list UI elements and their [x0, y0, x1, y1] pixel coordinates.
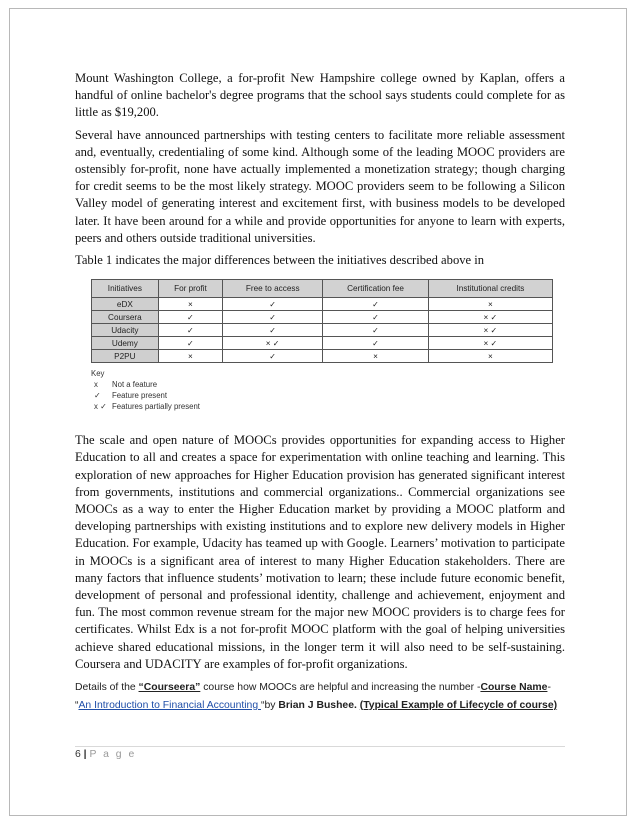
- key-item: [91, 401, 561, 412]
- table-cell: ✓: [323, 337, 429, 350]
- table-cell: ×: [428, 298, 552, 311]
- key-item: [91, 390, 561, 401]
- details-middle: course how MOOCs are helpful and increasing the number -: [200, 682, 481, 694]
- mooc-comparison-figure: [91, 279, 561, 412]
- table-cell: ✓: [323, 298, 429, 311]
- table-cell: × ✓: [428, 337, 552, 350]
- key-item: [91, 379, 561, 390]
- after-figure-section: [75, 432, 565, 714]
- table-header-cell: Certification fee: [323, 280, 429, 298]
- table-row: [92, 350, 553, 363]
- table-cell: ×: [323, 350, 429, 363]
- table-cell: ✓: [323, 324, 429, 337]
- key-label: Feature present: [112, 391, 168, 401]
- lifecycle-example: (Typical Example of Lifecycle of course): [359, 699, 558, 711]
- table-cell: eDX: [92, 298, 159, 311]
- table-cell: × ✓: [428, 324, 552, 337]
- table-row: [92, 324, 553, 337]
- table-cell: ✓: [223, 324, 323, 337]
- paragraph-kaplan: Mount Washington College, a for-profit New Hampshire college owned by Kaplan, offers a handful of online bachelor's degree programs that the school says students could complete for as little as $19,200.: [75, 71, 565, 120]
- page-footer: [75, 749, 136, 760]
- table-cell: ✓: [158, 337, 222, 350]
- details-by: “by: [261, 699, 279, 711]
- table-cell: × ✓: [428, 311, 552, 324]
- table-cell: ✓: [223, 311, 323, 324]
- table-row: [92, 337, 553, 350]
- key-label: Features partially present: [112, 402, 200, 412]
- table-header-cell: For profit: [158, 280, 222, 298]
- paragraph-table-intro: Table 1 indicates the major differences between the initiatives described above in: [75, 253, 485, 268]
- paragraph-partnerships: Several have announced partnerships with testing centers to facilitate more reliable assessment and, eventually, credentialing of some kind. Although some of the leading MOOC providers are ostensibly for-profit, none have actually implemented a monetization strategy; though charging for credit seems to be the most likely strategy. MOOC providers seem to be following a Silicon Valley model of generating interest and excitement first, with business models to be developed later. It have been around for a while and provide opportunities for anyone to learn with experts, peers and others outside traditional universities.: [75, 127, 565, 245]
- table-cell: ✓: [158, 324, 222, 337]
- document-body: [75, 70, 565, 714]
- key-symbol: ✓: [94, 391, 101, 401]
- table-cell: ✓: [223, 350, 323, 363]
- course-details: [75, 679, 565, 714]
- key-label: Not a feature: [112, 380, 158, 390]
- key-symbol: x ✓: [94, 402, 107, 412]
- table-cell: Coursera: [92, 311, 159, 324]
- footer-separator: |: [83, 749, 87, 760]
- table-cell: Udacity: [92, 324, 159, 337]
- table-header-cell: Institutional credits: [428, 280, 552, 298]
- page-number: 6: [75, 749, 81, 760]
- table-cell: ×: [428, 350, 552, 363]
- course-link[interactable]: An Introduction to Financial Accounting: [78, 699, 261, 711]
- course-name-label: Course Name: [480, 682, 548, 694]
- page-label: P a g e: [89, 749, 137, 760]
- table-row: [92, 298, 553, 311]
- paragraph-scale-open-nature: The scale and open nature of MOOCs provides opportunities for expanding access to Higher Education to all and creates a space for experimentation with online teaching and learning. This exploration of new approaches for Higher Education provision has generated significant interest from governments, institutions and commercial organizations.. Commercial organizations see MOOCs as a way to enter the Higher Education market by providing a MOOC platform and developing partnerships with existing institutions and to explore new delivery models in Higher Education. For example, Udacity has teamed up with Google. Learners’ motivation to participate in MOOCs is a significant area of interest to many Higher Education stakeholders. There are many factors that influence students’ motivation to learn; these include future economic benefit, development of personal and professional identity, challenge and achievement, enjoyment and fun. The most common revenue stream for the major new MOOC providers is to charge fees for certificates. Whilst Edx is a not for-profit MOOC platform with the goal of helping universities achieve shared educational missions, in the longer term it will also need to be self-sustaining. Coursera and UDACITY are examples of for-profit organizations.: [75, 433, 565, 671]
- table-header-cell: Free to access: [223, 280, 323, 298]
- details-open-quote: “: [75, 699, 79, 711]
- table-cell: ✓: [323, 311, 429, 324]
- table-cell: ×: [158, 298, 222, 311]
- details-prefix: Details of the: [75, 682, 139, 694]
- table-cell: ✓: [223, 298, 323, 311]
- key-title: Key: [91, 369, 105, 379]
- footer-divider: [75, 746, 565, 747]
- table-cell: ×: [158, 350, 222, 363]
- table-row: [92, 311, 553, 324]
- table-header-row: [92, 280, 553, 298]
- mooc-comparison-table: [91, 279, 553, 363]
- course-author: Brian J Bushee.: [278, 699, 357, 711]
- course-title: “Courseera”: [138, 682, 201, 694]
- table-key: [91, 368, 561, 412]
- table-cell: Udemy: [92, 337, 159, 350]
- table-cell: P2PU: [92, 350, 159, 363]
- table-cell: ✓: [158, 311, 222, 324]
- details-dash: -: [547, 682, 551, 694]
- table-header-cell: Initiatives: [92, 280, 159, 298]
- table-cell: × ✓: [223, 337, 323, 350]
- key-symbol: x: [94, 380, 98, 390]
